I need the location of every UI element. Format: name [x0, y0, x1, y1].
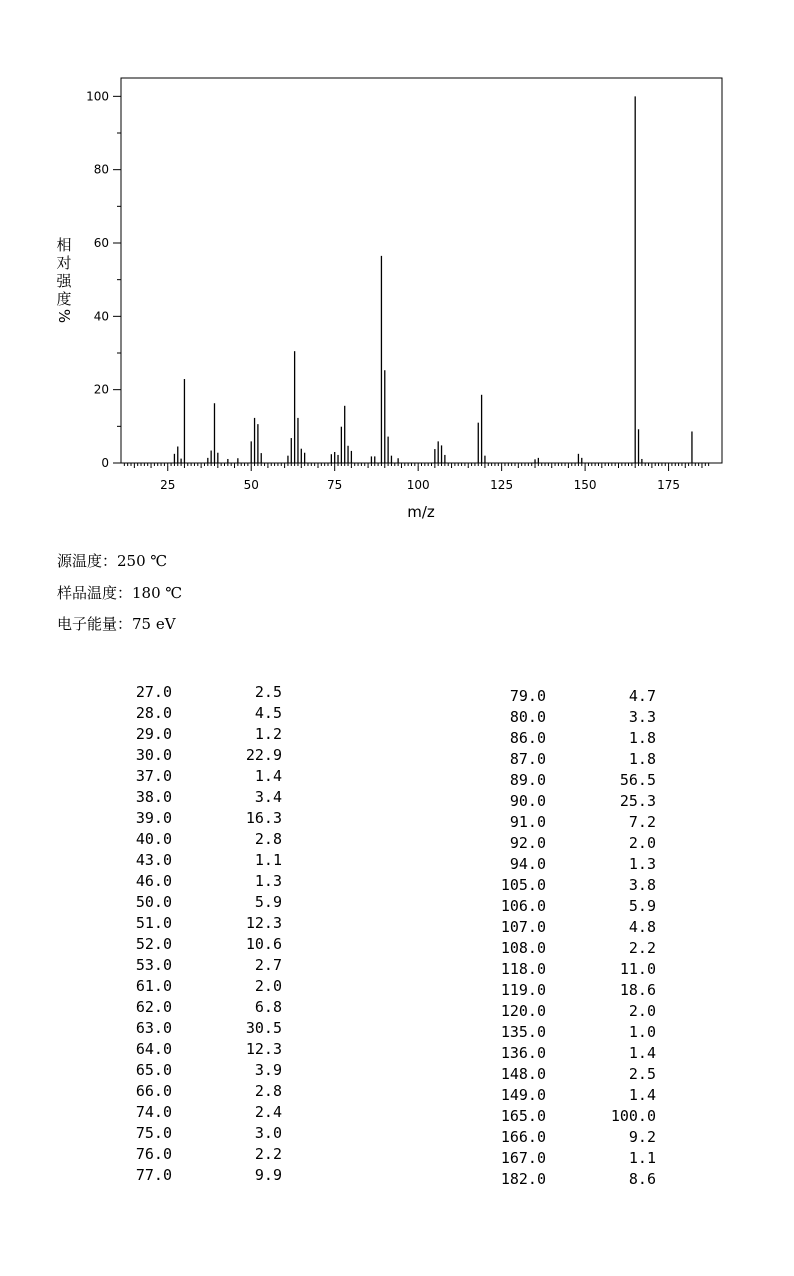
abundance-value: 9.2	[628, 1128, 656, 1146]
table-row	[486, 833, 666, 854]
table-row	[112, 997, 292, 1018]
table-row	[486, 728, 666, 749]
y-axis-title	[55, 236, 73, 323]
abundance-value: 30.5	[245, 1019, 282, 1037]
abundance-value: 11.0	[619, 960, 656, 978]
mz-value: 52.0	[135, 935, 172, 953]
mz-value: 38.0	[135, 788, 172, 806]
table-row	[486, 1001, 666, 1022]
x-tick-label: 150	[573, 478, 597, 492]
abundance-value: 3.0	[254, 1124, 282, 1142]
mz-value: 62.0	[135, 998, 172, 1016]
mz-value: 149.0	[500, 1086, 546, 1104]
mz-value: 167.0	[500, 1149, 546, 1167]
table-row	[486, 938, 666, 959]
mz-value: 39.0	[135, 809, 172, 827]
table-row	[486, 686, 666, 707]
abundance-value: 2.8	[254, 830, 282, 848]
x-axis-title: m/z	[407, 503, 435, 521]
abundance-value: 1.3	[628, 855, 656, 873]
abundance-value: 2.5	[628, 1065, 656, 1083]
table-row	[112, 913, 292, 934]
abundance-value: 4.8	[628, 918, 656, 936]
mz-value: 105.0	[500, 876, 546, 894]
table-row	[486, 1043, 666, 1064]
x-tick-label: 100	[406, 478, 430, 492]
abundance-value: 7.2	[628, 813, 656, 831]
mz-value: 94.0	[509, 855, 546, 873]
table-row	[486, 980, 666, 1001]
table-row	[112, 1018, 292, 1039]
mz-value: 51.0	[135, 914, 172, 932]
table-row	[486, 1064, 666, 1085]
abundance-value: 1.1	[254, 851, 282, 869]
table-row	[112, 808, 292, 829]
mz-value: 79.0	[509, 687, 546, 705]
table-row	[486, 1106, 666, 1127]
table-row	[112, 724, 292, 745]
y-axis	[86, 89, 121, 470]
abundance-value: 9.9	[254, 1166, 282, 1184]
mz-value: 87.0	[509, 750, 546, 768]
mz-value: 65.0	[135, 1061, 172, 1079]
y-axis-title-char: 对	[56, 254, 72, 272]
mz-value: 106.0	[500, 897, 546, 915]
mz-value: 148.0	[500, 1065, 546, 1083]
abundance-value: 1.4	[254, 767, 282, 785]
mz-value: 91.0	[509, 813, 546, 831]
x-tick-label: 75	[327, 478, 343, 492]
y-axis-title-char: 相	[56, 236, 72, 254]
abundance-value: 2.0	[254, 977, 282, 995]
abundance-value: 1.4	[628, 1044, 656, 1062]
mz-value: 43.0	[135, 851, 172, 869]
table-row	[112, 850, 292, 871]
y-tick-label: 20	[93, 382, 109, 397]
abundance-value: 1.8	[628, 750, 656, 768]
table-row	[112, 1102, 292, 1123]
table-row	[112, 829, 292, 850]
y-axis-title-char: 强	[56, 272, 72, 290]
mz-value: 40.0	[135, 830, 172, 848]
abundance-value: 6.8	[254, 998, 282, 1016]
abundance-value: 12.3	[245, 914, 282, 932]
mz-value: 77.0	[135, 1166, 172, 1184]
abundance-value: 1.0	[628, 1023, 656, 1041]
mz-value: 135.0	[500, 1023, 546, 1041]
table-row	[486, 749, 666, 770]
table-row	[486, 917, 666, 938]
abundance-value: 4.7	[628, 687, 656, 705]
source-temperature: 源温度：250 ℃	[57, 552, 168, 570]
abundance-value: 5.9	[628, 897, 656, 915]
mz-value: 63.0	[135, 1019, 172, 1037]
table-row	[486, 1022, 666, 1043]
mz-value: 108.0	[500, 939, 546, 957]
mz-value: 27.0	[135, 683, 172, 701]
mz-value: 46.0	[135, 872, 172, 890]
mz-value: 50.0	[135, 893, 172, 911]
mz-value: 165.0	[500, 1107, 546, 1125]
abundance-value: 16.3	[245, 809, 282, 827]
abundance-value: 10.6	[245, 935, 282, 953]
abundance-value: 5.9	[254, 893, 282, 911]
x-tick-label: 25	[160, 478, 176, 492]
table-row	[112, 703, 292, 724]
y-tick-label: 60	[93, 236, 109, 250]
abundance-value: 12.3	[245, 1040, 282, 1058]
mz-value: 76.0	[135, 1145, 172, 1163]
table-row	[486, 791, 666, 812]
table-row	[112, 1039, 292, 1060]
table-row	[112, 682, 292, 703]
abundance-value: 2.5	[254, 683, 282, 701]
table-row	[112, 871, 292, 892]
abundance-value: 3.9	[254, 1061, 282, 1079]
mz-value: 120.0	[500, 1002, 546, 1020]
abundance-value: 2.2	[254, 1145, 282, 1163]
mz-value: 37.0	[135, 767, 172, 785]
abundance-value: 1.4	[628, 1086, 656, 1104]
table-row	[112, 1144, 292, 1165]
mz-value: 75.0	[135, 1124, 172, 1142]
table-row	[112, 1060, 292, 1081]
table-row	[486, 707, 666, 728]
abundance-value: 1.3	[254, 872, 282, 890]
abundance-value: 2.0	[628, 1002, 656, 1020]
abundance-value: 4.5	[254, 704, 282, 722]
abundance-value: 100.0	[610, 1107, 656, 1125]
mz-value: 118.0	[500, 960, 546, 978]
table-row	[112, 745, 292, 766]
abundance-value: 2.2	[628, 939, 656, 957]
table-row	[486, 875, 666, 896]
abundance-value: 2.8	[254, 1082, 282, 1100]
mz-value: 61.0	[135, 977, 172, 995]
y-tick-label: 80	[93, 162, 109, 177]
table-row	[112, 787, 292, 808]
plot-frame	[121, 78, 722, 463]
x-tick-label: 50	[243, 478, 259, 492]
mz-value: 30.0	[135, 746, 172, 764]
table-row	[486, 1085, 666, 1106]
table-row	[112, 955, 292, 976]
mz-value: 86.0	[509, 729, 546, 747]
mz-value: 92.0	[509, 834, 546, 852]
mz-value: 90.0	[509, 792, 546, 810]
mz-value: 53.0	[135, 956, 172, 974]
y-tick-label: 100	[86, 89, 109, 104]
abundance-value: 3.4	[254, 788, 282, 806]
mz-value: 182.0	[500, 1170, 546, 1188]
table-row	[486, 896, 666, 917]
abundance-value: 18.6	[619, 981, 656, 999]
y-axis-title-char: 度	[56, 290, 72, 308]
abundance-value: 1.2	[254, 725, 282, 743]
mz-value: 89.0	[509, 771, 546, 789]
abundance-value: 22.9	[245, 746, 282, 764]
abundance-value: 2.0	[628, 834, 656, 852]
mz-value: 64.0	[135, 1040, 172, 1058]
peak-table-right	[486, 686, 666, 1196]
y-tick-label: 0	[101, 456, 109, 470]
table-row	[112, 1123, 292, 1144]
table-row	[486, 812, 666, 833]
abundance-value: 2.4	[254, 1103, 282, 1121]
mz-value: 166.0	[500, 1128, 546, 1146]
mz-value: 107.0	[500, 918, 546, 936]
abundance-value: 3.3	[628, 708, 656, 726]
mz-value: 74.0	[135, 1103, 172, 1121]
x-tick-label: 125	[490, 478, 514, 492]
mass-spectrum-chart	[0, 0, 794, 530]
peak-table-left	[112, 682, 292, 1192]
abundance-value: 25.3	[619, 792, 656, 810]
table-row	[486, 770, 666, 791]
table-row	[112, 766, 292, 787]
mz-value: 80.0	[509, 708, 546, 726]
mz-value: 28.0	[135, 704, 172, 722]
sample-temperature: 样品温度：180 ℃	[57, 584, 183, 602]
table-row	[486, 959, 666, 980]
abundance-value: 56.5	[619, 771, 656, 789]
mz-value: 119.0	[500, 981, 546, 999]
mz-value: 136.0	[500, 1044, 546, 1062]
abundance-value: 8.6	[628, 1170, 656, 1188]
abundance-value: 1.8	[628, 729, 656, 747]
y-axis-title-char: %	[55, 308, 73, 324]
mz-value: 66.0	[135, 1082, 172, 1100]
table-row	[112, 976, 292, 997]
peak-bars	[174, 96, 692, 463]
electron-energy: 电子能量：75 eV	[57, 615, 176, 633]
x-axis	[124, 463, 708, 492]
table-row	[112, 892, 292, 913]
table-row	[486, 1148, 666, 1169]
abundance-value: 1.1	[628, 1149, 656, 1167]
table-row	[486, 1169, 666, 1190]
abundance-value: 3.8	[628, 876, 656, 894]
table-row	[112, 934, 292, 955]
abundance-value: 2.7	[254, 956, 282, 974]
y-tick-label: 40	[93, 309, 109, 324]
table-row	[112, 1165, 292, 1186]
x-tick-label: 175	[657, 478, 681, 492]
mz-value: 29.0	[135, 725, 172, 743]
table-row	[112, 1081, 292, 1102]
table-row	[486, 1127, 666, 1148]
table-row	[486, 854, 666, 875]
